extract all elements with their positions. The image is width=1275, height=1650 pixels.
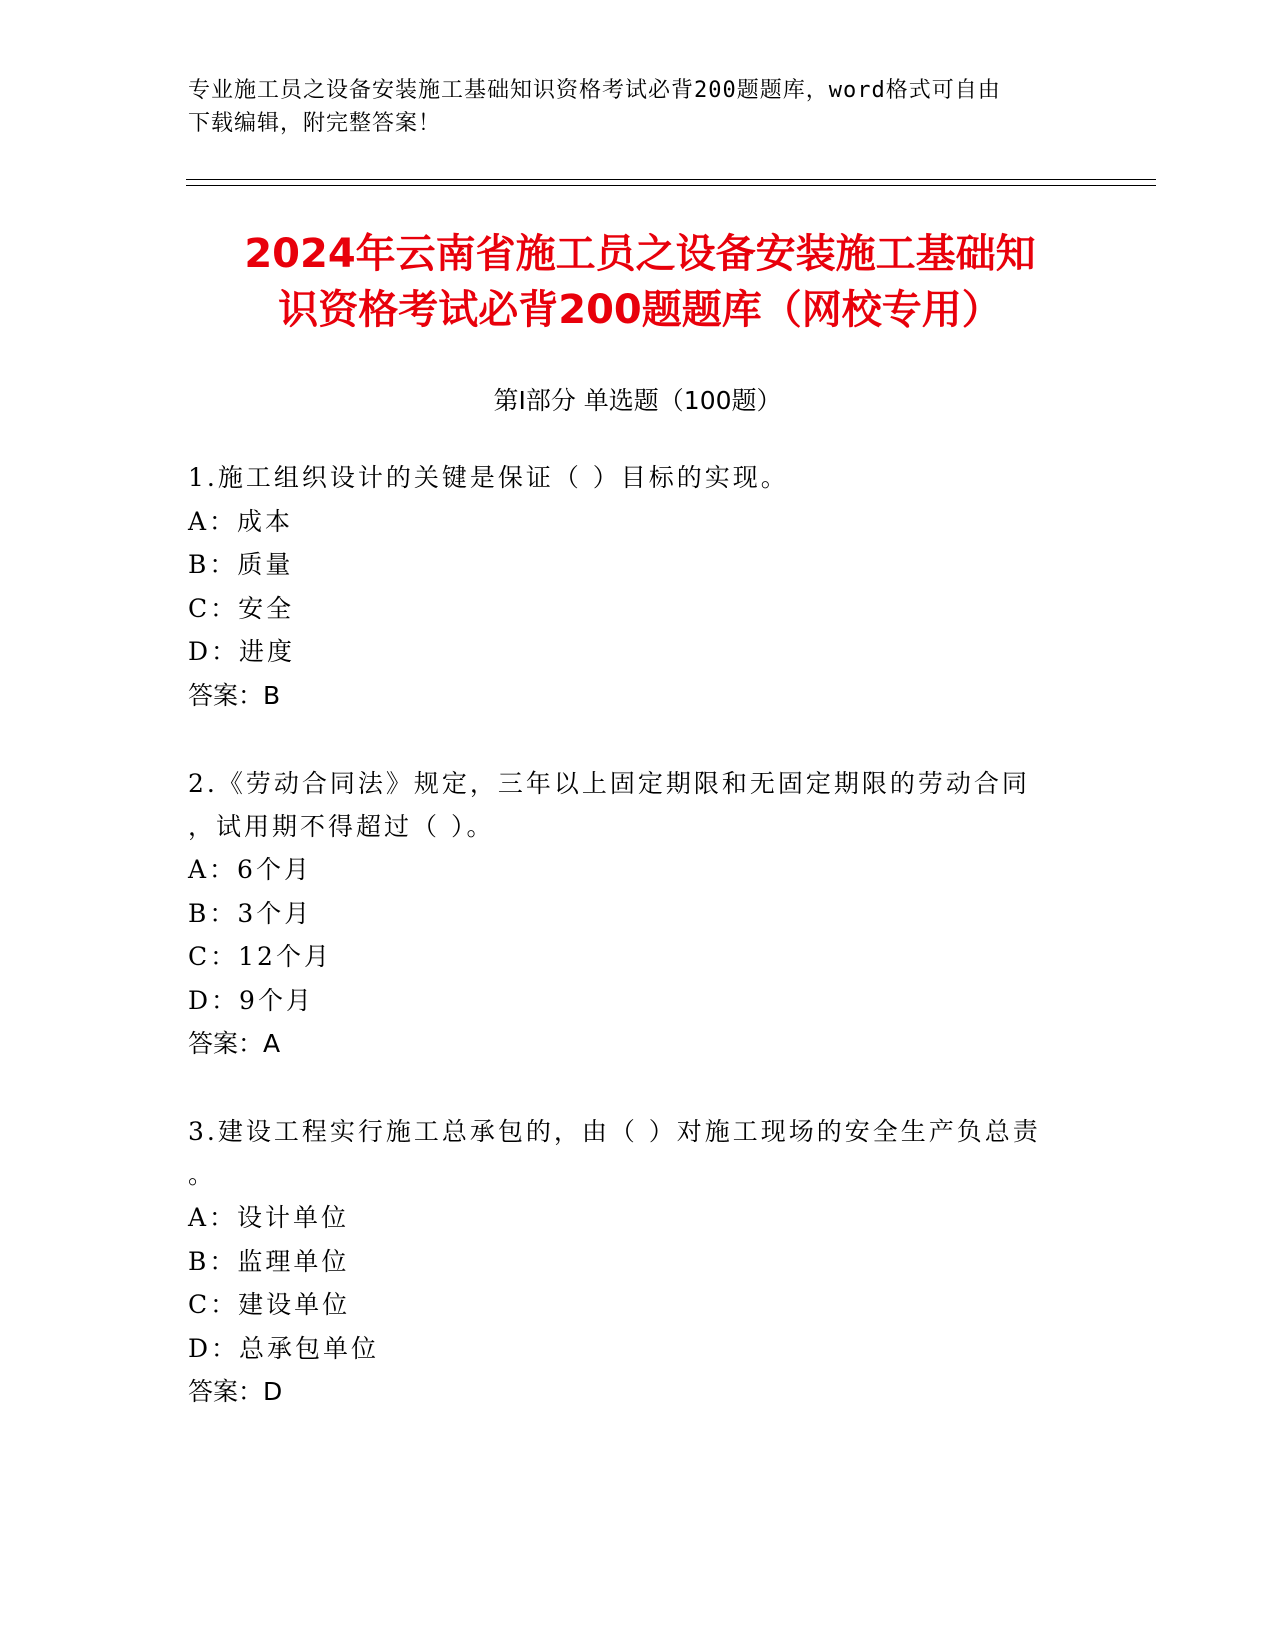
header-note-line-2: 下载编辑，附完整答案！ [188, 111, 442, 136]
document-title [190, 226, 1090, 338]
question-2-option-c: C：12个月 [188, 942, 332, 971]
question-3-option-c: C：建设单位 [188, 1290, 351, 1319]
question-3-option-d: D：总承包单位 [188, 1334, 380, 1363]
question-1-stem: 1.施工组织设计的关键是保证（ ）目标的实现。 [188, 463, 789, 492]
question-3-option-b: B：监理单位 [188, 1247, 350, 1276]
question-2-option-a: A：6个月 [188, 855, 312, 884]
question-1-option-c: C：安全 [188, 594, 295, 623]
question-3-stem-line-1: 3.建设工程实行施工总承包的，由（ ）对施工现场的安全生产负总责 [188, 1117, 1041, 1146]
header-divider-top [186, 179, 1156, 180]
question-1-option-a: A：成本 [188, 507, 294, 536]
question-3-stem-line-2: 。 [188, 1160, 217, 1189]
document-title-line-1: 2024年云南省施工员之设备安装施工基础知 [244, 231, 1036, 277]
question-2-option-b: B：3个月 [188, 899, 313, 928]
header-divider-bottom [186, 185, 1156, 186]
question-2-option-d: D：9个月 [188, 986, 314, 1015]
question-2-stem-line-2: ，试用期不得超过（ ）。 [188, 812, 495, 841]
question-3-option-a: A：设计单位 [188, 1203, 350, 1232]
section-title: 第Ⅰ部分 单选题（100题） [493, 386, 782, 415]
question-1-option-b: B：质量 [188, 550, 294, 579]
question-2-answer: 答案：A [188, 1029, 281, 1058]
header-note [188, 74, 1088, 140]
question-1-answer: 答案：B [188, 681, 281, 710]
header-note-line-1: 专业施工员之设备安装施工基础知识资格考试必背200题题库，word格式可自由 [188, 78, 1001, 103]
question-1-option-d: D：进度 [188, 637, 296, 666]
question-3-answer: 答案：D [188, 1377, 283, 1406]
document-title-line-2: 识资格考试必背200题题库（网校专用） [278, 287, 1002, 333]
question-2-stem-line-1: 2.《劳动合同法》规定，三年以上固定期限和无固定期限的劳动合同 [188, 769, 1030, 798]
